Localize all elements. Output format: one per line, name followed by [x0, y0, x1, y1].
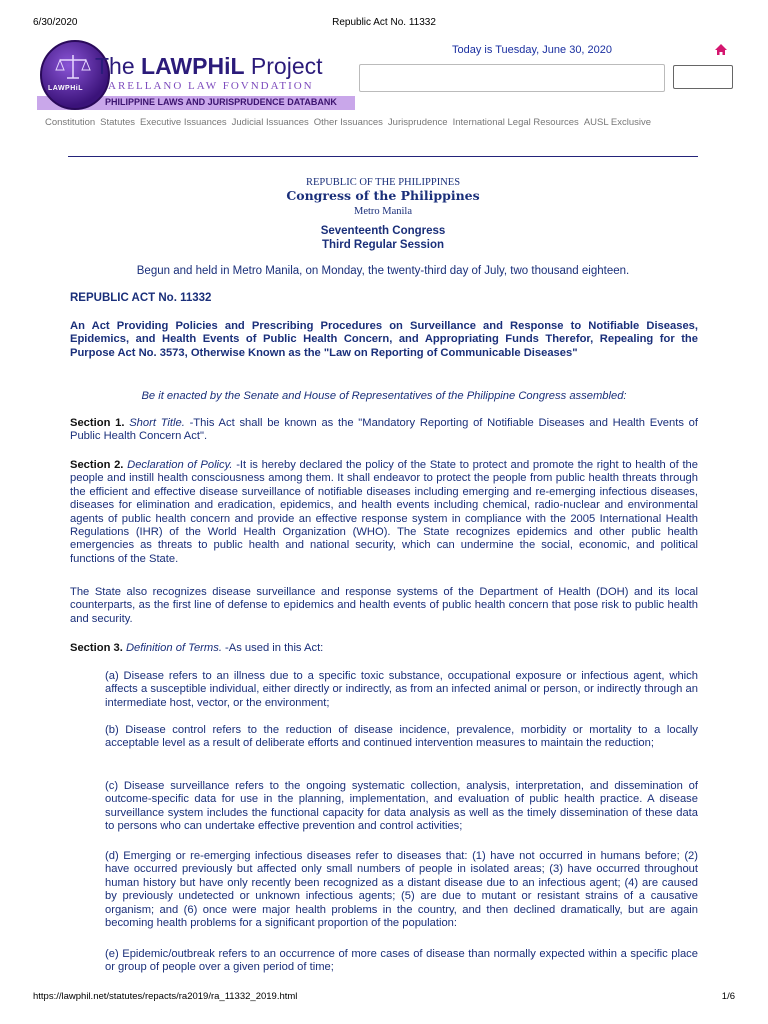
- nav-jurisprudence[interactable]: Jurisprudence: [387, 117, 448, 128]
- section-1: Section 1. Short Title. -This Act shall be known as the "Mandatory Reporting of Notifiable Diseases and Health Events of Public Health Concern Act".: [70, 417, 698, 443]
- search-button[interactable]: [673, 65, 733, 89]
- nav-executive-issuances[interactable]: Executive Issuances: [140, 117, 227, 128]
- main-nav: [45, 117, 656, 128]
- definition-c: (c) Disease surveillance refers to the ongoing systematic collection, analysis, interpretation, and dissemination of outcome-specific data for use in the planning, implementation, and evaluation of public health practice. A disease surveillance system includes the functional capacity for data analysis as well as the timely dissemination of these data to persons who can undertake effective prevention and control activities;: [105, 780, 698, 833]
- nav-constitution[interactable]: Constitution: [45, 117, 96, 128]
- begun-line: Begun and held in Metro Manila, on Monday, the twenty-third day of July, two thousand eighteen.: [136, 265, 630, 277]
- databank-banner: PHILIPPINE LAWS AND JURISPRUDENCE DATABANK: [37, 96, 355, 110]
- congress-number: Seventeenth Congress: [320, 225, 446, 237]
- definition-b: (b) Disease control refers to the reduction of disease incidence, prevalence, morbidity or mortality to a locally acceptable level as a result of deliberate efforts and continued intervention measures to maintain the reduction;: [105, 724, 698, 750]
- section-3: Section 3. Definition of Terms. -As used in this Act:: [70, 642, 324, 654]
- divider: [68, 156, 698, 157]
- enacting-clause: Be it enacted by the Senate and House of Representatives of the Philippine Congress assembled:: [141, 390, 627, 402]
- logo-text: LAWPHiL: [48, 85, 83, 92]
- search-input[interactable]: [359, 64, 665, 92]
- nav-international-legal-resources[interactable]: International Legal Resources: [452, 117, 579, 128]
- section-2-paragraph: The State also recognizes disease surveillance and response systems of the Department of Health (DOH) and its local counterparts, as the first line of defense to epidemics and health events of public health concern that pose risk to public health and security.: [70, 586, 698, 625]
- scales-of-justice-icon: [52, 52, 94, 84]
- congress-heading: Congress of the Philippines: [286, 188, 480, 203]
- print-title: Republic Act No. 11332: [332, 17, 436, 28]
- page-number: 1/6: [721, 991, 735, 1002]
- act-title: An Act Providing Policies and Prescribing Procedures on Surveillance and Response to Notifiable Diseases, Epidemics, and Health Events of Public Health Concern, and Appropriating Funds Therefor, Repealing for the Purpose Act No. 3573, Otherwise Known as the "Law on Reporting of Communicable Diseases": [70, 320, 698, 359]
- ra-number: REPUBLIC ACT No. 11332: [70, 292, 212, 304]
- home-icon[interactable]: [714, 43, 728, 56]
- nav-statutes[interactable]: Statutes: [100, 117, 136, 128]
- republic-heading: REPUBLIC OF THE PHILIPPINES: [305, 177, 461, 188]
- site-title[interactable]: The LAWPHiL Project: [95, 53, 323, 79]
- nav-ausl-exclusive[interactable]: AUSL Exclusive: [583, 117, 652, 128]
- section-2: Section 2. Declaration of Policy. -It is hereby declared the policy of the State to protect and promote the right to health of the people and instill health consciousness among them. It shall endeavor to protect the people from public health threats through the efficient and effective disease surveillance of notifiable diseases including emerging and re-emerging infectious diseases, diseases for elimination and eradication, epidemics, and health events including chemical, radio-nuclear and environmental agents of public health concern and provide an effective response system in compliance with the 2005 International Health Regulations (IHR) of the World Health Organization (WHO). The State recognizes epidemics and other public health emergencies as threats to public health and national security, which can undermine the social, economic, and political functions of the State.: [70, 459, 698, 565]
- metro-heading: Metro Manila: [353, 206, 413, 217]
- footer-url: https://lawphil.net/statutes/repacts/ra2019/ra_11332_2019.html: [33, 991, 298, 1002]
- foundation-name: ARELLANO LAW FOVNDATION: [108, 80, 314, 92]
- definition-e: (e) Epidemic/outbreak refers to an occurrence of more cases of disease than normally expected within a specific place or group of people over a given period of time;: [105, 948, 698, 974]
- definition-d: (d) Emerging or re-emerging infectious diseases refer to diseases that: (1) have not occurred in humans before; (2) have occurred previously but affected only small numbers of people in isolated areas; (3) have occurred throughout human history but have only recently been recognized as a distant disease due to an infectious agent; (4) are caused by previously undetected or unknown infectious agents; (5) are due to mutant or resistant strains of a causative organism; and (6) once were major health problems in the country, and then declined dramatically, but are again becoming health problems for a significant proportion of the population:: [105, 850, 698, 930]
- definition-a: (a) Disease refers to an illness due to a specific toxic substance, occupational exposure or infectious agent, which affects a susceptible individual, either directly or indirectly, as from an infected animal or person, or indirectly through an intermediate host, vector, or the environment;: [105, 670, 698, 709]
- nav-other-issuances[interactable]: Other Issuances: [313, 117, 383, 128]
- nav-judicial-issuances[interactable]: Judicial Issuances: [231, 117, 309, 128]
- today-date: Today is Tuesday, June 30, 2020: [452, 44, 613, 56]
- session: Third Regular Session: [321, 239, 445, 251]
- print-date: 6/30/2020: [33, 17, 78, 28]
